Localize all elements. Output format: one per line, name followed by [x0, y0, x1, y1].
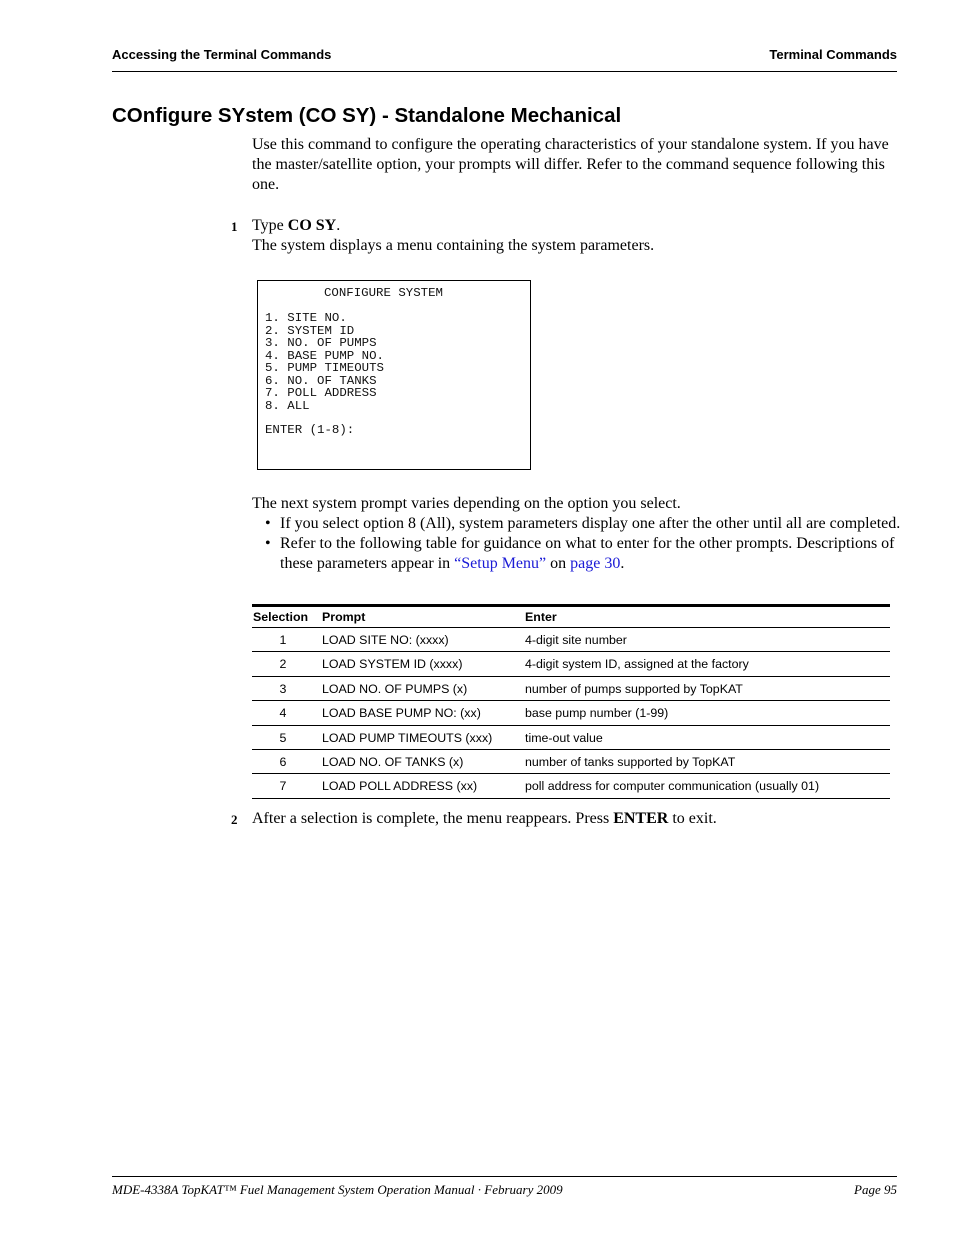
table-row — [252, 700, 890, 724]
step-1-pre: Type — [252, 217, 288, 234]
bullet-text: If you select option 8 (All), system parameters display one after the other until all are completed. — [280, 515, 901, 532]
bullet-item — [262, 514, 902, 534]
table-row — [252, 628, 890, 651]
menu-item: 7. POLL ADDRESS — [265, 386, 377, 400]
screen-title: CONFIGURE SYSTEM — [324, 286, 443, 300]
step-2-pre: After a selection is complete, the menu reappears. Press — [252, 810, 614, 827]
menu-item: 1. SITE NO. — [265, 311, 347, 325]
bullet-item — [262, 534, 902, 574]
cell-prompt: LOAD PUMP TIMEOUTS (xxx) — [322, 730, 493, 745]
cell-prompt: LOAD POLL ADDRESS (xx) — [322, 779, 478, 794]
header-chapter-title: Terminal Commands — [769, 47, 897, 62]
step-1-post: . — [336, 217, 341, 234]
step-2-text — [252, 809, 892, 829]
table-row — [252, 773, 890, 797]
menu-item: 4. BASE PUMP NO. — [265, 348, 384, 363]
cell-enter: 4-digit site number — [525, 633, 627, 647]
after-screen-text: The next system prompt varies depending on the option you select. — [252, 495, 681, 512]
step-number: 1 — [231, 219, 238, 234]
cell-enter: poll address for computer communication (usually 01) — [525, 779, 820, 794]
bullet-dot: • — [265, 535, 271, 552]
bullet-dot: • — [265, 515, 271, 532]
header-selection: Selection — [253, 610, 309, 624]
section-heading: COnfigure SYstem (CO SY) - Standalone Mechanical — [112, 104, 622, 127]
bullet-text-mid: on — [546, 555, 571, 572]
table-header-row — [252, 607, 890, 628]
table-row — [252, 725, 890, 749]
cell-enter: base pump number (1-99) — [525, 706, 669, 721]
screen-prompt: ENTER (1-8): — [265, 423, 355, 437]
cell-enter: number of tanks supported by TopKAT — [525, 754, 736, 769]
cell-selection: 2 — [279, 657, 287, 672]
cell-selection: 1 — [279, 633, 287, 647]
menu-item: 6. NO. OF TANKS — [265, 373, 377, 388]
page-30-link[interactable]: page 30 — [570, 555, 621, 572]
cell-selection: 6 — [279, 754, 287, 769]
footer-document-title: MDE-4338A TopKAT™ Fuel Management System Operation Manual · February 2009 — [112, 1182, 563, 1197]
menu-item: 8. ALL — [265, 398, 310, 413]
header-section-title: Accessing the Terminal Commands — [112, 47, 332, 62]
page-footer — [112, 1176, 897, 1207]
bullet-text-pre: Refer to the following table for guidance on what to enter for the other prompts. Descriptions of these parameters appear in — [280, 535, 895, 572]
bullet-list — [262, 514, 902, 574]
cell-prompt: LOAD BASE PUMP NO: (xx) — [322, 706, 481, 721]
table-row — [252, 749, 890, 773]
cell-selection: 5 — [279, 730, 287, 745]
intro-paragraph: Use this command to configure the operating characteristics of your standalone system. If you have the master/satellite option, your prompts will differ. Refer to the command sequence following this one. — [252, 136, 889, 193]
header-prompt: Prompt — [322, 610, 366, 624]
cell-enter: number of pumps supported by TopKAT — [525, 681, 743, 696]
terminal-screen — [257, 280, 531, 470]
menu-item: 3. NO. OF PUMPS — [265, 336, 377, 350]
cell-enter: time-out value — [525, 730, 603, 745]
table-row — [252, 651, 890, 675]
enter-key: ENTER — [613, 810, 669, 827]
cell-selection: 3 — [279, 681, 287, 696]
menu-item: 2. SYSTEM ID — [265, 323, 355, 338]
cell-prompt: LOAD NO. OF PUMPS (x) — [322, 681, 468, 696]
menu-item: 5. PUMP TIMEOUTS — [265, 361, 384, 375]
page-header — [112, 46, 897, 72]
cell-prompt: LOAD SITE NO: (xxxx) — [322, 633, 449, 647]
step-1-line2: The system displays a menu containing the system parameters. — [252, 237, 655, 254]
step-2-post: to exit. — [668, 810, 717, 827]
parameters-table — [252, 604, 890, 799]
command-co-sy: CO SY — [287, 217, 337, 234]
bullet-text-post: . — [620, 555, 625, 572]
step-number: 2 — [231, 812, 238, 827]
cell-selection: 4 — [279, 706, 287, 721]
menu-list — [265, 312, 384, 412]
cell-prompt: LOAD SYSTEM ID (xxxx) — [322, 657, 463, 672]
cell-enter: 4-digit system ID, assigned at the factory — [525, 657, 749, 672]
cell-prompt: LOAD NO. OF TANKS (x) — [322, 754, 464, 769]
step-1-text — [252, 216, 892, 256]
setup-menu-link[interactable]: “Setup Menu” — [454, 555, 547, 572]
cell-selection: 7 — [279, 779, 287, 794]
header-enter: Enter — [525, 610, 557, 624]
table-row — [252, 676, 890, 700]
page-number: Page 95 — [854, 1182, 897, 1197]
